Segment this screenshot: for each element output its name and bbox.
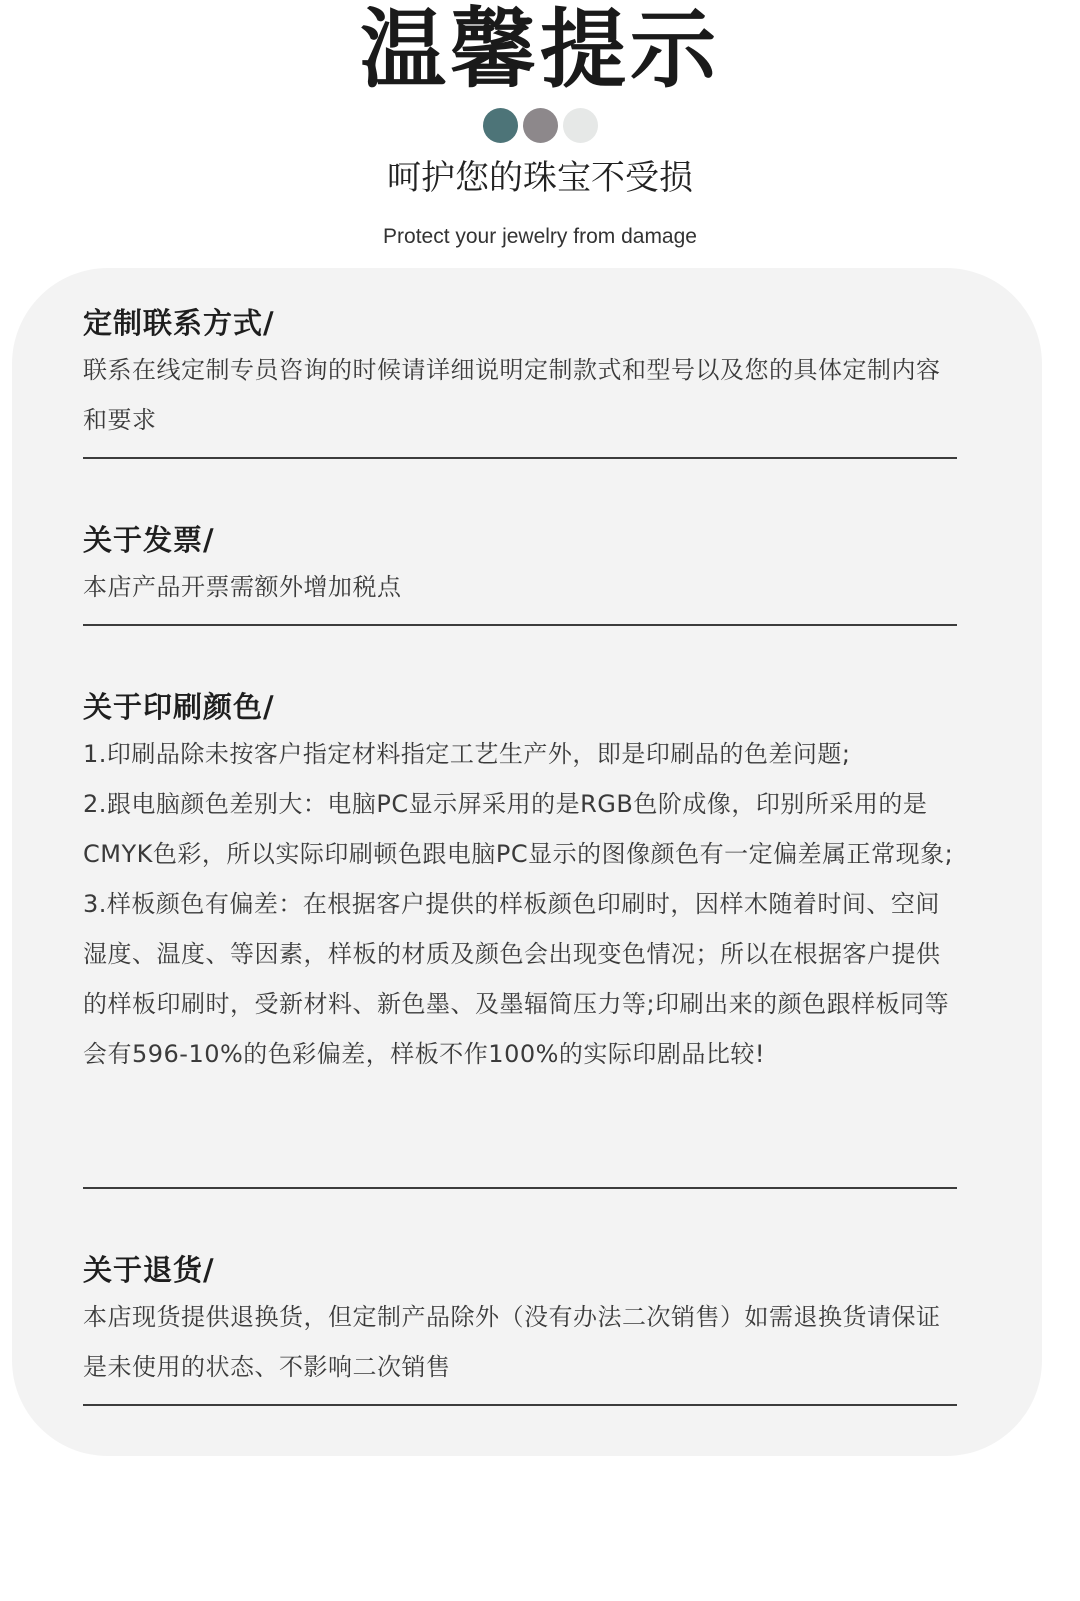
section-title: 定制联系方式/ <box>83 306 275 340</box>
section-paragraph: 1.印刷品除未按客户指定材料指定工艺生产外，即是印刷品的色差问题; <box>83 740 851 768</box>
section-custom-contact <box>83 301 957 445</box>
divider <box>83 624 957 626</box>
section-returns <box>83 1248 957 1392</box>
section-print-color <box>83 685 957 1079</box>
section-invoice <box>83 518 957 612</box>
section-paragraph: 3.样板颜色有偏差：在根据客户提供的样板颜色印刷时，因样木随着时间、空间湿度、温度、等因素，样板的材质及颜色会出现变色情况；所以在根据客户提供的样板印刷时，受新材料、新色墨、及墨辐简压力等;印刷出来的颜色跟样板同等会有596-10%的色彩偏差，样板不作100%的实际印剧品比较! <box>83 890 950 1068</box>
section-body <box>83 1292 957 1392</box>
section-body <box>83 345 957 445</box>
page-title: 温馨提示 <box>360 0 720 100</box>
section-title: 关于退货/ <box>83 1253 215 1287</box>
section-paragraph: 2.跟电脑颜色差别大：电脑PC显示屏采用的是RGB色阶成像，印别所采用的是CMYK色彩，所以实际印刷顿色跟电脑PC显示的图像颜色有一定偏差属正常现象; <box>83 790 954 868</box>
section-body <box>83 562 957 612</box>
decorative-dots <box>0 108 1080 143</box>
subtitle-chinese: 呵护您的珠宝不受损 <box>387 158 693 198</box>
section-paragraph: 本店产品开票需额外增加税点 <box>83 573 402 601</box>
divider <box>83 457 957 459</box>
divider <box>83 1187 957 1189</box>
dot-teal <box>483 108 518 143</box>
section-title: 关于发票/ <box>83 523 215 557</box>
divider <box>83 1404 957 1406</box>
section-paragraph: 本店现货提供退换货，但定制产品除外（没有办法二次销售）如需退换货请保证是未使用的状态、不影响二次销售 <box>83 1303 941 1381</box>
section-title: 关于印刷颜色/ <box>83 690 275 724</box>
dot-light <box>563 108 598 143</box>
subtitle-english: Protect your jewelry from damage <box>383 225 697 248</box>
section-body <box>83 729 957 1079</box>
dot-gray <box>523 108 558 143</box>
section-paragraph: 联系在线定制专员咨询的时候请详细说明定制款式和型号以及您的具体定制内容和要求 <box>83 356 941 434</box>
